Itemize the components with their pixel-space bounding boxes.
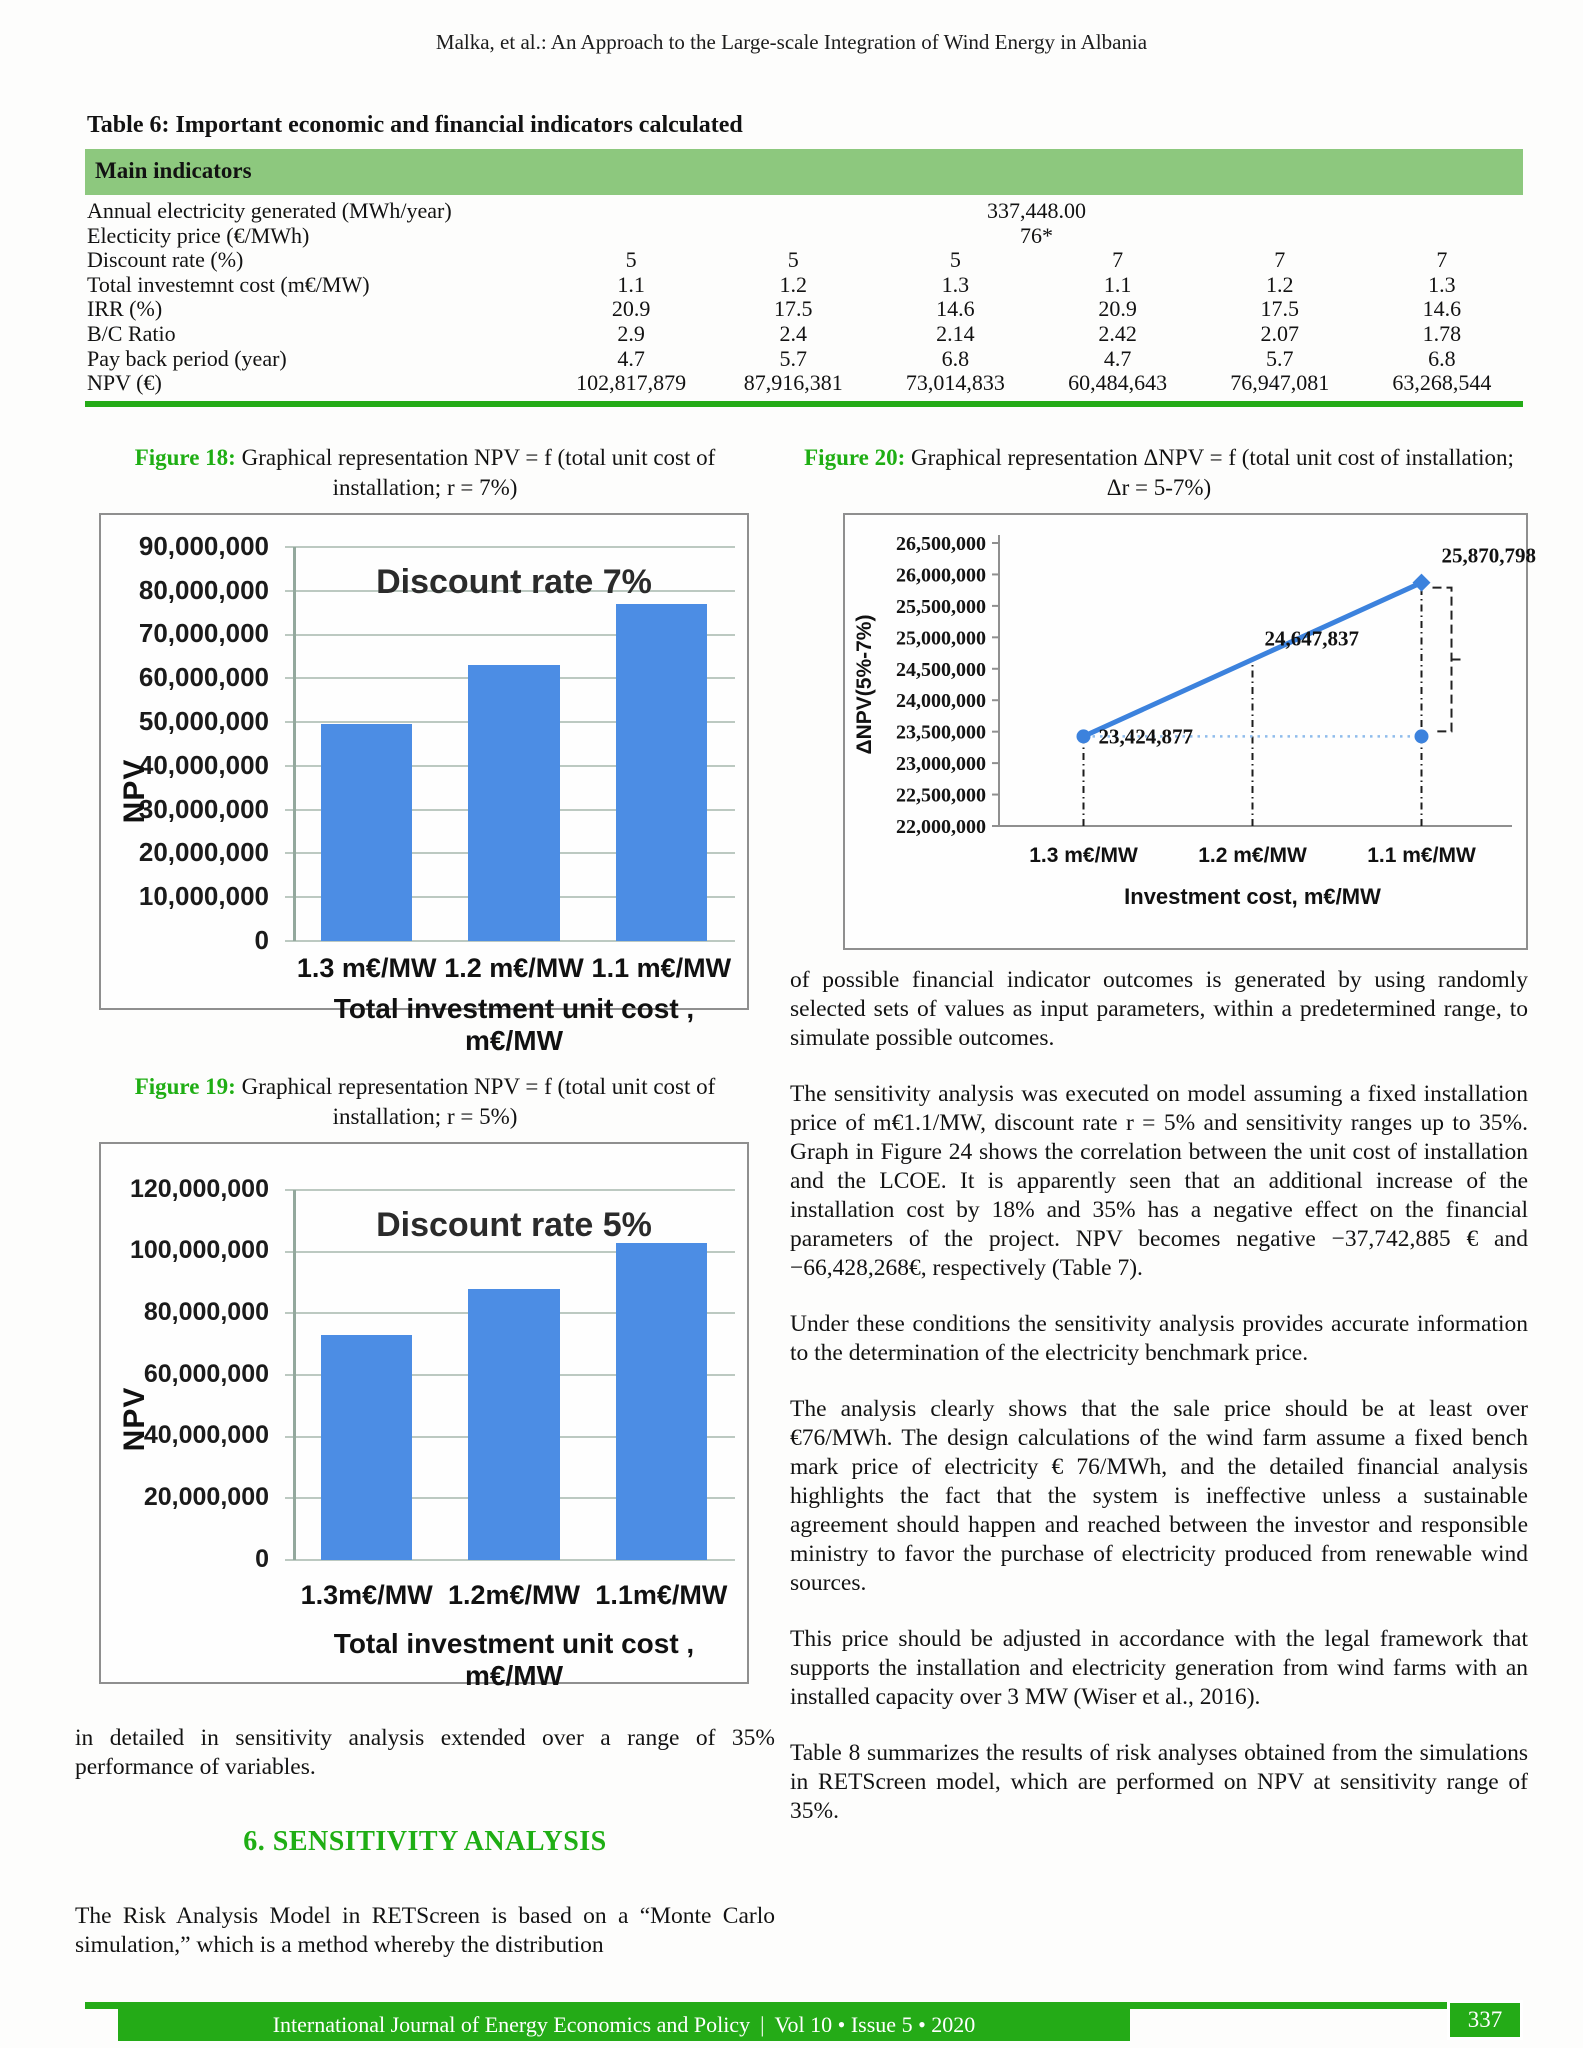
svg-text:1.3 m€/MW: 1.3 m€/MW	[1029, 844, 1138, 867]
row-value: 87,916,381	[743, 370, 843, 396]
row-value: 2.4	[779, 320, 807, 346]
table-row	[85, 347, 1523, 372]
table-row	[85, 224, 1523, 249]
running-head: Malka, et al.: An Approach to the Large-scale Integration of Wind Energy in Albania	[435, 30, 1148, 54]
row-merged-value: 76*	[1020, 222, 1053, 248]
row-value: 1.3	[1428, 271, 1456, 297]
y-tick-label: 20,000,000	[138, 837, 269, 868]
table-row	[85, 273, 1523, 298]
svg-text:24,000,000: 24,000,000	[896, 690, 986, 713]
x-category-label: 1.3 m€/MW	[296, 953, 437, 983]
x-category-label: 1.3m€/MW	[300, 1580, 433, 1610]
row-label: B/C Ratio	[87, 320, 176, 346]
bar	[321, 1335, 412, 1560]
issue-info: Vol 10 • Issue 5 • 2020	[774, 2012, 976, 2037]
row-label: Annual electricity generated (MWh/year)	[87, 198, 452, 223]
section-heading: 6. SENSITIVITY ANALYSIS	[243, 1826, 607, 1857]
svg-text:Investment cost, m€/MW: Investment cost, m€/MW	[1124, 884, 1381, 909]
figure18-bar-chart	[99, 513, 749, 1056]
row-value: 1.3	[941, 271, 970, 297]
y-axis-line	[293, 547, 296, 941]
y-tick-label: 90,000,000	[138, 530, 269, 561]
page-footer	[0, 2000, 1583, 2048]
svg-text:23,500,000: 23,500,000	[896, 721, 986, 744]
paragraph: The sensitivity analysis was executed on model assuming a fixed installation price of m€1.1/MW, discount rate r = 5% and sensitivity ranges up to 35%. Graph in Figure 24 shows the correlation between the unit cost of installation and the LCOE. It is apparently seen that an additional increase of the installation cost by 18% and 35% has a negative effect on the financial parameters of the project. NPV becomes negative −37,742,885 € and −66,428,268€, respectively (Table 7).	[790, 1081, 1528, 1281]
table-row	[85, 371, 1523, 396]
paragraph: The Risk Analysis Model in RETScreen is based on a “Monte Carlo simulation,” which is a method whereby the distribution	[75, 1903, 775, 1958]
row-value: 60,484,643	[1068, 370, 1168, 396]
y-tick-label: 0	[254, 924, 269, 955]
row-value: 1.1	[1103, 271, 1132, 297]
figure18-caption	[95, 443, 755, 503]
row-value: 5.7	[779, 345, 807, 371]
x-category-label: 1.2m€/MW	[447, 1580, 581, 1610]
row-value: 4.7	[617, 345, 645, 371]
y-tick-label: 100,000,000	[129, 1236, 269, 1265]
table6-section	[85, 112, 1523, 407]
table6-rows	[85, 195, 1523, 396]
paragraph: of possible financial indicator outcomes is generated by using randomly selected sets of values as input parameters, within a predetermined range, to simulate possible outcomes.	[790, 967, 1528, 1051]
row-value: 2.9	[617, 320, 645, 346]
row-value: 7	[1274, 247, 1286, 273]
row-label: NPV (€)	[87, 370, 162, 396]
y-tick-label: 50,000,000	[138, 705, 269, 736]
row-value: 102,817,879	[576, 370, 687, 396]
row-value: 17.5	[773, 296, 813, 322]
paragraph: The analysis clearly shows that the sale price should be at least over €76/MWh. The design calculations of the wind farm assume a fixed bench mark price of electricity € 76/MWh, and the detailed financial analysis highlights the fact that the system is ineffective unless a sustainable agreement should happen and reached between the investor and responsible ministry to favor the purchase of electricity produced from renewable wind sources.	[790, 1396, 1528, 1596]
paragraph: This price should be adjusted in accordance with the legal framework that supports the installation and electricity generation from wind farms with an installed capacity over 3 MW (Wiser et al., 2016).	[790, 1626, 1528, 1710]
page-number: 337	[1447, 2000, 1523, 2040]
x-axis-title: Total investment unit cost , m€/MW	[333, 1628, 695, 1691]
row-value: 2.07	[1260, 320, 1299, 346]
svg-text:23,000,000: 23,000,000	[896, 753, 986, 776]
row-label: Total investemnt cost (m€/MW)	[87, 271, 370, 297]
x-axis-title: Total investment unit cost , m€/MW	[333, 993, 695, 1056]
row-value: 20.9	[611, 296, 651, 322]
row-label: IRR (%)	[87, 296, 163, 322]
figure18-caption-text: Graphical representation NPV = f (total unit cost of installation; r = 7%)	[235, 445, 716, 500]
right-column	[790, 443, 1536, 1987]
gridline	[285, 1189, 735, 1191]
row-label: Discount rate (%)	[87, 247, 244, 273]
svg-text:22,500,000: 22,500,000	[896, 784, 986, 807]
row-merged-value: 337,448.00	[987, 198, 1086, 223]
y-axis-title: NPV	[118, 758, 151, 824]
row-label: Electicity price (€/MWh)	[87, 222, 310, 248]
bar	[468, 1289, 559, 1560]
row-value: 14.6	[936, 296, 975, 322]
svg-text:24,647,837: 24,647,837	[1264, 626, 1359, 651]
row-value: 7	[1112, 247, 1124, 273]
figure19-caption-label: Figure 19:	[134, 1074, 236, 1099]
table6-header-banner: Main indicators	[85, 149, 1523, 195]
row-value: 6.8	[1428, 345, 1456, 371]
row-label: Pay back period (year)	[87, 345, 287, 371]
row-value: 1.2	[1265, 271, 1294, 297]
left-column	[75, 443, 775, 1987]
y-axis-title: NPV	[118, 1387, 151, 1452]
table6-bottom-rule	[85, 401, 1523, 407]
figure19-caption	[95, 1072, 755, 1132]
paragraph: in detailed in sensitivity analysis extended over a range of 35% performance of variables.	[75, 1725, 775, 1780]
row-value: 2.14	[936, 320, 975, 346]
row-value: 6.8	[941, 345, 970, 371]
gridline	[285, 546, 735, 548]
table6-title: Table 6: Important economic and financial indicators calculated	[87, 112, 743, 138]
row-value: 1.78	[1422, 320, 1462, 346]
svg-text:25,870,798: 25,870,798	[1441, 543, 1536, 568]
paragraph: Table 8 summarizes the results of risk analyses obtained from the simulations in RETScreen model, which are performed on NPV at sensitivity range of 35%.	[790, 1740, 1528, 1824]
table-row	[85, 248, 1523, 273]
row-value: 5	[949, 247, 961, 273]
right-column-paragraphs	[790, 966, 1528, 1826]
row-value: 5	[787, 247, 799, 273]
figure19-caption-text: Graphical representation NPV = f (total unit cost of installation; r = 5%)	[235, 1074, 716, 1129]
chart-title: Discount rate 7%	[376, 563, 652, 601]
chart-title: Discount rate 5%	[376, 1206, 652, 1244]
row-value: 63,268,544	[1392, 370, 1492, 396]
svg-text:ΔNPV(5%-7%): ΔNPV(5%-7%)	[853, 614, 876, 755]
svg-text:22,000,000: 22,000,000	[896, 816, 986, 838]
y-tick-label: 60,000,000	[138, 662, 269, 693]
x-category-label: 1.1m€/MW	[595, 1580, 728, 1610]
journal-bar	[118, 2008, 1130, 2041]
row-value: 1.1	[617, 271, 645, 297]
y-tick-label: 120,000,000	[129, 1174, 269, 1203]
svg-text:1.1 m€/MW: 1.1 m€/MW	[1367, 844, 1476, 867]
row-value: 7	[1436, 247, 1448, 273]
line-chart-svg	[845, 515, 1536, 948]
row-value: 5.7	[1265, 345, 1294, 371]
svg-text:23,424,877: 23,424,877	[1098, 724, 1193, 749]
y-tick-label: 70,000,000	[138, 618, 269, 649]
row-value: 73,014,833	[905, 370, 1005, 396]
journal-name: International Journal of Energy Economics and Policy	[272, 2012, 751, 2037]
table-row	[85, 297, 1523, 322]
svg-text:25,000,000: 25,000,000	[896, 627, 986, 650]
bar	[321, 724, 412, 941]
y-tick-label: 20,000,000	[143, 1482, 269, 1511]
svg-text:25,500,000: 25,500,000	[896, 595, 986, 618]
bar	[468, 665, 559, 941]
table-row	[85, 322, 1523, 347]
row-value: 14.6	[1422, 296, 1462, 322]
paragraph: Under these conditions the sensitivity analysis provides accurate information to the determination of the electricity benchmark price.	[790, 1311, 1528, 1366]
svg-text:1.2 m€/MW: 1.2 m€/MW	[1198, 844, 1307, 867]
row-value: 4.7	[1103, 345, 1132, 371]
figure19-bar-chart	[99, 1142, 749, 1691]
row-value: 2.42	[1098, 320, 1137, 346]
bar	[616, 1243, 707, 1560]
y-tick-label: 60,000,000	[143, 1359, 269, 1388]
figure20-caption-text: Graphical representation ΔNPV = f (total unit cost of installation; Δr = 5-7%)	[905, 445, 1514, 500]
figure20-caption-label: Figure 20:	[804, 445, 906, 470]
svg-text:26,500,000: 26,500,000	[896, 533, 986, 555]
figure20-caption	[799, 443, 1519, 503]
row-value: 20.9	[1098, 296, 1137, 322]
y-axis-line	[293, 1190, 296, 1560]
y-tick-label: 80,000,000	[143, 1297, 269, 1326]
row-value: 76,947,081	[1230, 370, 1330, 396]
table-row	[85, 199, 1523, 224]
y-tick-label: 80,000,000	[138, 574, 269, 605]
separator: |	[760, 2012, 765, 2037]
svg-text:24,500,000: 24,500,000	[896, 658, 986, 681]
x-category-label: 1.1 m€/MW	[591, 953, 732, 983]
y-tick-label: 10,000,000	[138, 881, 269, 912]
row-value: 5	[625, 247, 637, 273]
y-tick-label: 40,000,000	[143, 1421, 269, 1450]
svg-text:26,000,000: 26,000,000	[896, 564, 986, 587]
figure18-caption-label: Figure 18:	[134, 445, 236, 470]
figure20-line-chart	[843, 513, 1536, 950]
y-tick-label: 40,000,000	[138, 749, 269, 780]
x-category-label: 1.2 m€/MW	[444, 953, 584, 983]
two-column-body	[75, 443, 1536, 1987]
y-tick-label: 0	[255, 1544, 269, 1573]
y-tick-label: 30,000,000	[138, 793, 269, 824]
row-value: 1.2	[779, 271, 807, 297]
row-value: 17.5	[1260, 296, 1299, 322]
bar	[616, 604, 707, 941]
